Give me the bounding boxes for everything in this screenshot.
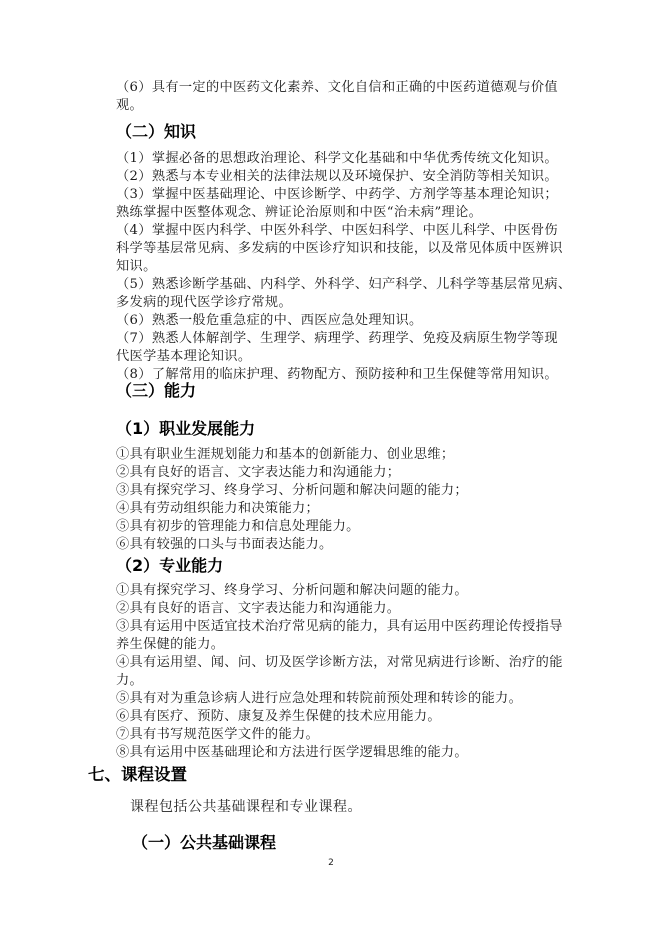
professional-ability-line: ⑧具有运用中医基础理论和方法进行医学逻辑思维的能力。 — [116, 745, 468, 760]
curriculum-intro: 课程包括公共基础课程和专业课程。 — [130, 799, 362, 815]
professional-ability-line: ②具有良好的语言、文字表达能力和沟通能力。 — [116, 601, 401, 616]
knowledge-line: （3）掌握中医基础理论、中医诊断学、中药学、方剂学等基本理论知识； — [116, 187, 558, 202]
knowledge-heading: （二）知识 — [116, 122, 197, 141]
knowledge-line: 熟练掌握中医整体观念、辨证论治原则和中医“治未病”理论。 — [116, 205, 483, 220]
professional-ability-line: 力。 — [116, 673, 144, 688]
career-ability-line: ①具有职业生涯规划能力和基本的创新能力、创业思维； — [116, 447, 455, 462]
career-ability-line: ②具有良好的语言、文字表达能力和沟通能力； — [116, 465, 401, 480]
knowledge-line: （1）掌握必备的思想政治理论、科学文化基础和中华优秀传统文化知识。 — [116, 151, 558, 166]
ability-heading: （三）能力 — [116, 381, 197, 400]
knowledge-line: （2）熟悉与本专业相关的法律法规以及环境保护、安全消防等相关知识。 — [116, 169, 558, 184]
professional-ability-line: ④具有运用望、闻、问、切及医学诊断方法，对常见病进行诊断、治疗的能 — [116, 655, 563, 670]
career-ability-line: ⑥具有较强的口头与书面表达能力。 — [116, 537, 333, 552]
page-number: 2 — [328, 858, 334, 868]
professional-ability-line: ①具有探究学习、终身学习、分析问题和解决问题的能力。 — [116, 583, 468, 598]
knowledge-line: （4）掌握中医内科学、中医外科学、中医妇科学、中医儿科学、中医骨伤 — [116, 223, 558, 238]
career-ability-line: ④具有劳动组织能力和决策能力； — [116, 501, 320, 516]
knowledge-line: （7）熟悉人体解剖学、生理学、病理学、药理学、免疫及病原生物学等现 — [116, 331, 558, 346]
professional-ability-line: ⑤具有对为重急诊病人进行应急处理和转院前预处理和转诊的能力。 — [116, 691, 523, 706]
knowledge-line: （6）熟悉一般危重急症的中、西医应急处理知识。 — [116, 313, 423, 328]
knowledge-line: （5）熟悉诊断学基础、内科学、外科学、妇产科学、儿科学等基层常见病、 — [116, 277, 572, 292]
career-ability-line: ⑤具有初步的管理能力和信息处理能力。 — [116, 519, 360, 534]
career-ability-heading: （1）职业发展能力 — [116, 419, 256, 438]
knowledge-line: 知识。 — [116, 259, 157, 274]
professional-ability-line: ⑦具有书写规范医学文件的能力。 — [116, 727, 320, 742]
professional-ability-line: 养生保健的能力。 — [116, 637, 225, 652]
knowledge-line: 科学等基层常见病、多发病的中医诊疗知识和技能，以及常见体质中医辨识 — [116, 241, 563, 256]
quality-item-6-line-1: （6）具有一定的中医药文化素养、文化自信和正确的中医药道德观与价值 — [116, 80, 558, 95]
career-ability-line: ③具有探究学习、终身学习、分析问题和解决问题的能力； — [116, 483, 468, 498]
professional-ability-line: ⑥具有医疗、预防、康复及养生保健的技术应用能力。 — [116, 709, 441, 724]
knowledge-line: 代医学基本理论知识。 — [116, 349, 252, 364]
knowledge-line: 多发病的现代医学诊疗常规。 — [116, 295, 292, 310]
quality-item-6-line-2: 观。 — [116, 98, 144, 113]
knowledge-line: （8）了解常用的临床护理、药物配方、预防接种和卫生保健等常用知识。 — [116, 367, 558, 382]
curriculum-heading: 七、课程设置 — [88, 765, 187, 784]
professional-ability-heading: （2）专业能力 — [116, 556, 224, 575]
professional-ability-line: ③具有运用中医适宜技术治疗常见病的能力，具有运用中医药理论传授指导 — [116, 619, 563, 634]
public-courses-heading: （一）公共基础课程 — [132, 833, 277, 852]
